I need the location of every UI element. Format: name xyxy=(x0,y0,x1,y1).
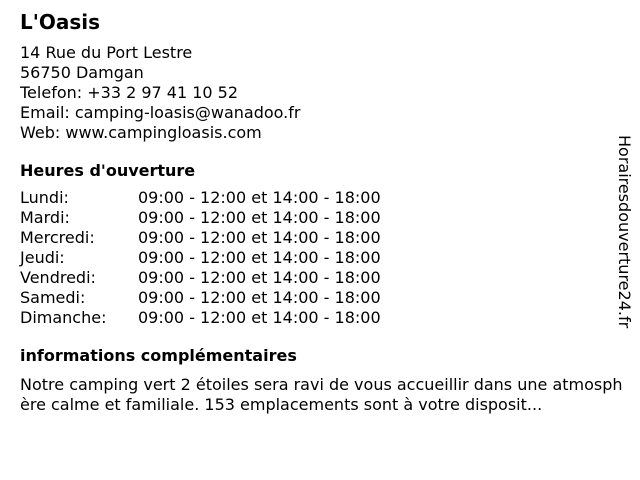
address-line2: 56750 Damgan xyxy=(20,63,144,82)
hours-row-samedi xyxy=(20,288,620,308)
business-name: L'Oasis xyxy=(20,10,101,34)
hours-row-lundi xyxy=(20,188,620,208)
time-range: 09:00 - 12:00 et 14:00 - 18:00 xyxy=(138,288,381,307)
hours-row-dimanche xyxy=(20,308,620,328)
time-range: 09:00 - 12:00 et 14:00 - 18:00 xyxy=(138,208,381,227)
hours-row-jeudi xyxy=(20,248,620,268)
day-label: Mardi: xyxy=(20,208,70,227)
day-label: Mercredi: xyxy=(20,228,95,247)
email-line: Email: camping-loasis@wanadoo.fr xyxy=(20,103,301,122)
business-card xyxy=(20,10,623,415)
time-range: 09:00 - 12:00 et 14:00 - 18:00 xyxy=(138,308,381,327)
day-label: Vendredi: xyxy=(20,268,96,287)
address-line1: 14 Rue du Port Lestre xyxy=(20,43,193,62)
phone-line: Telefon: +33 2 97 41 10 52 xyxy=(20,83,239,102)
side-label: Horairesdouverture24.fr xyxy=(615,135,634,329)
day-label: Samedi: xyxy=(20,288,86,307)
hours-table xyxy=(20,188,620,328)
time-range: 09:00 - 12:00 et 14:00 - 18:00 xyxy=(138,188,381,207)
hours-row-vendredi xyxy=(20,268,620,288)
hours-row-mercredi xyxy=(20,228,620,248)
time-range: 09:00 - 12:00 et 14:00 - 18:00 xyxy=(138,268,381,287)
web-line: Web: www.campingloasis.com xyxy=(20,123,262,142)
day-label: Jeudi: xyxy=(20,248,65,267)
hours-row-mardi xyxy=(20,208,620,228)
info-text: Notre camping vert 2 étoiles sera ravi de vous accueillir dans une atmosphère calme et familiale. 153 emplacements sont à votre disposit... xyxy=(20,375,623,414)
day-label: Lundi: xyxy=(20,188,69,207)
time-range: 09:00 - 12:00 et 14:00 - 18:00 xyxy=(138,248,381,267)
time-range: 09:00 - 12:00 et 14:00 - 18:00 xyxy=(138,228,381,247)
info-heading: informations complémentaires xyxy=(20,346,297,365)
hours-heading: Heures d'ouverture xyxy=(20,161,196,180)
day-label: Dimanche: xyxy=(20,308,107,327)
